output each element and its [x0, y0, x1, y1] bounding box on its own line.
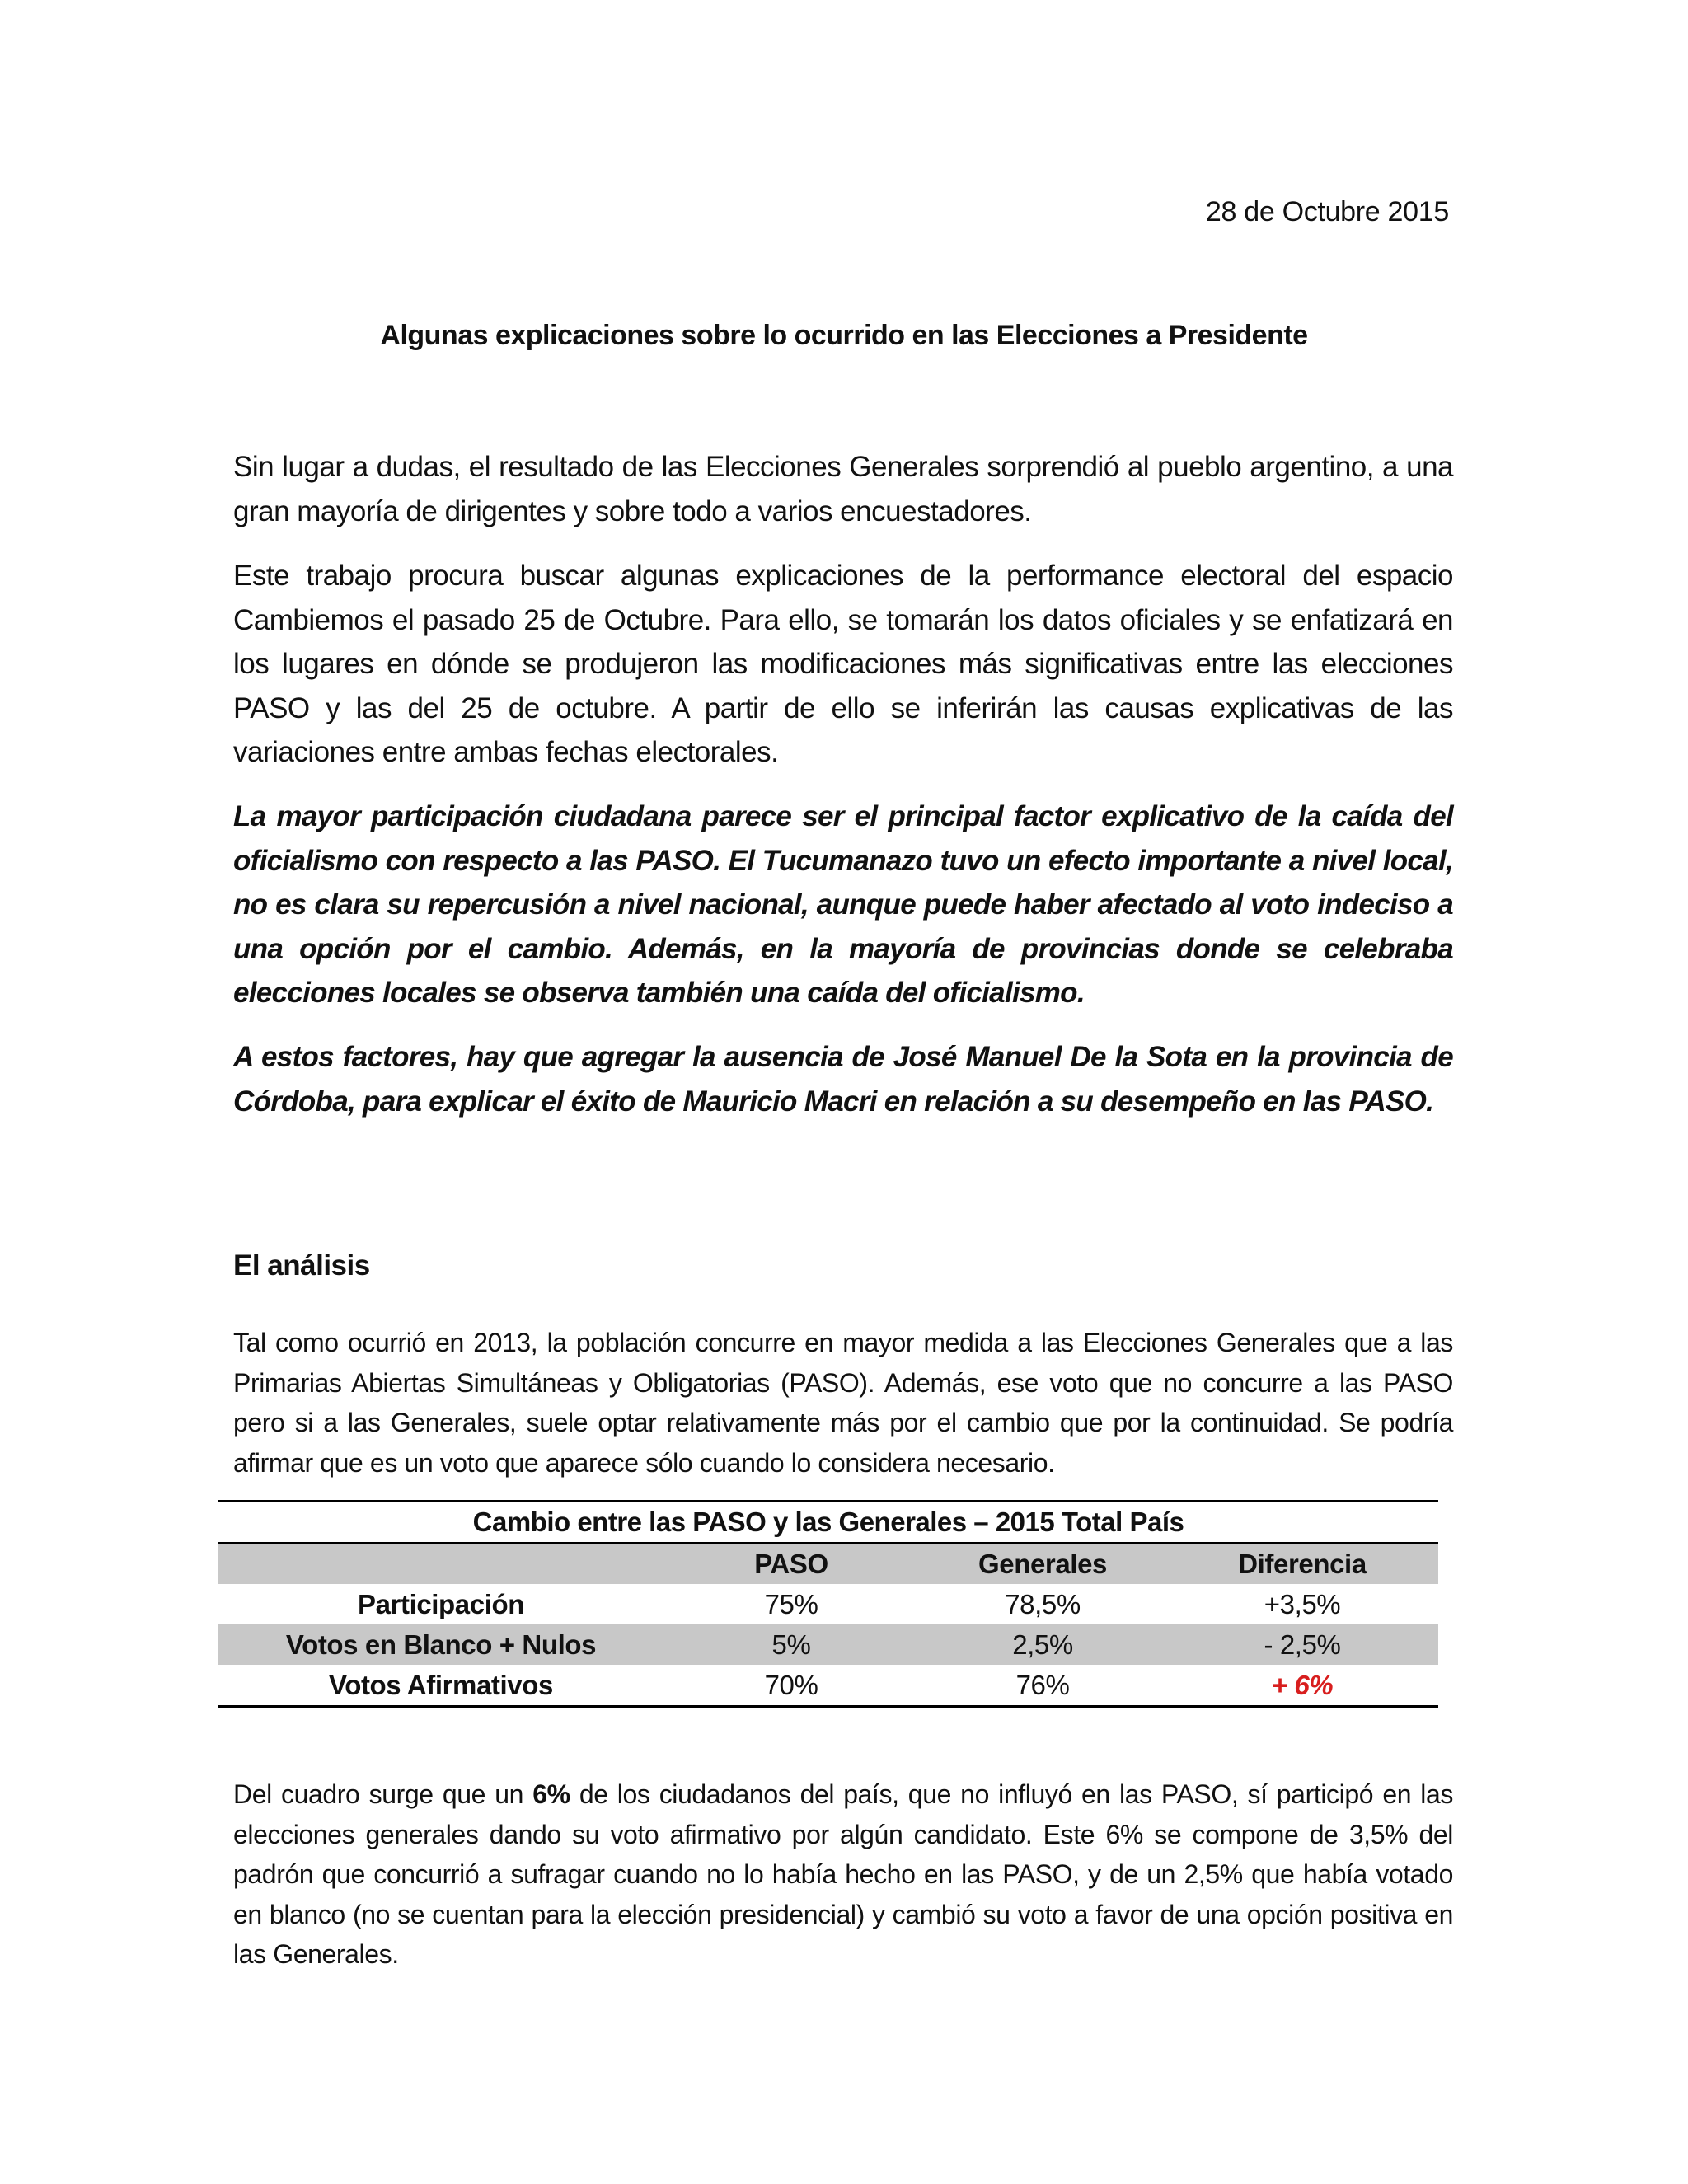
- table-row: [218, 1584, 1438, 1624]
- conclusion-bold-figure: 6%: [532, 1779, 570, 1809]
- document-title: Algunas explicaciones sobre lo ocurrido en las Elecciones a Presidente: [380, 320, 1308, 351]
- row-label: Votos Afirmativos: [329, 1670, 553, 1700]
- conclusion-text-end: de los ciudadanos del país, que no influyó en las PASO, sí participó en las elecciones generales dando su voto afirmativo por algún candidato. Este 6% se compone de 3,5% del padrón que concurrió a sufragar cuando no lo había hecho en las PASO, y de un 2,5% que había votado en blanco (no se cuentan para la elección presidencial) y cambió su voto a favor de una opción positiva en las Generales.: [233, 1779, 1453, 1969]
- table-row: [218, 1665, 1438, 1705]
- table-cell: 2,5%: [1012, 1629, 1073, 1660]
- table-cell: +3,5%: [1264, 1589, 1341, 1619]
- purpose-paragraph: Este trabajo procura buscar algunas explicaciones de la performance electoral del espacio Cambiemos el pasado 25 de Octubre. Para ello, se tomarán los datos oficiales y se enfatizará en los lugares en dónde se produjeron las modificaciones más significativas entre las elecciones PASO y las del 25 de octubre. A partir de ello se inferirán las causas explicativas de las variaciones entre ambas fechas electorales.: [233, 560, 1453, 768]
- table-cell: - 2,5%: [1264, 1629, 1341, 1660]
- analysis-heading: El análisis: [233, 1249, 370, 1282]
- table-header-cell: [218, 1544, 663, 1584]
- key-finding-paragraph-2: A estos factores, hay que agregar la ausencia de José Manuel De la Sota en la provincia de Córdoba, para explicar el éxito de Mauricio Macri en relación a su desempeño en las PASO.: [233, 1041, 1453, 1118]
- results-table: [218, 1500, 1438, 1708]
- row-label: Votos en Blanco + Nulos: [285, 1629, 597, 1660]
- analysis-paragraph: Tal como ocurrió en 2013, la población concurre en mayor medida a las Elecciones Generales que a las Primarias Abiertas Simultáneas y Obligatorias (PASO). Además, ese voto que no concurre a las PASO pero si a las Generales, suele optar relativamente más por el cambio que por la continuidad. Se podría afirmar que es un voto que aparece sólo cuando lo considera necesario.: [233, 1328, 1453, 1478]
- table-header-cell: Generales: [978, 1549, 1107, 1579]
- table-cell: 70%: [764, 1670, 818, 1700]
- table-header-cell: PASO: [754, 1549, 828, 1579]
- row-label: Participación: [357, 1589, 525, 1619]
- document-date: 28 de Octubre 2015: [1205, 196, 1449, 227]
- table-cell: 5%: [771, 1629, 811, 1660]
- table-cell: 76%: [1015, 1670, 1070, 1700]
- table-header-row: [218, 1544, 1438, 1584]
- table-row: [218, 1624, 1438, 1665]
- conclusion-text-start: Del cuadro surge que un: [233, 1779, 533, 1809]
- table-cell: 75%: [764, 1589, 818, 1619]
- key-finding-paragraph-1: La mayor participación ciudadana parece ser el principal factor explicativo de la caída del oficialismo con respecto a las PASO. El Tucumanazo tuvo un efecto importante a nivel local, no es clara su repercusión a nivel nacional, aunque puede haber afectado al voto indeciso a una opción por el cambio. Además, en la mayoría de provincias donde se celebraba elecciones locales se observa también una caída del oficialismo.: [233, 800, 1453, 1009]
- highlighted-difference-cell: + 6%: [1271, 1670, 1334, 1700]
- conclusion-paragraph: [233, 1774, 1453, 1975]
- intro-paragraph: Sin lugar a dudas, el resultado de las Elecciones Generales sorprendió al pueblo argentino, a una gran mayoría de dirigentes y sobre todo a varios encuestadores.: [233, 451, 1453, 527]
- table-caption: Cambio entre las PASO y las Generales – 2015 Total País: [218, 1502, 1438, 1544]
- table-header-cell: Diferencia: [1238, 1549, 1367, 1579]
- table-cell: 78,5%: [1005, 1589, 1081, 1619]
